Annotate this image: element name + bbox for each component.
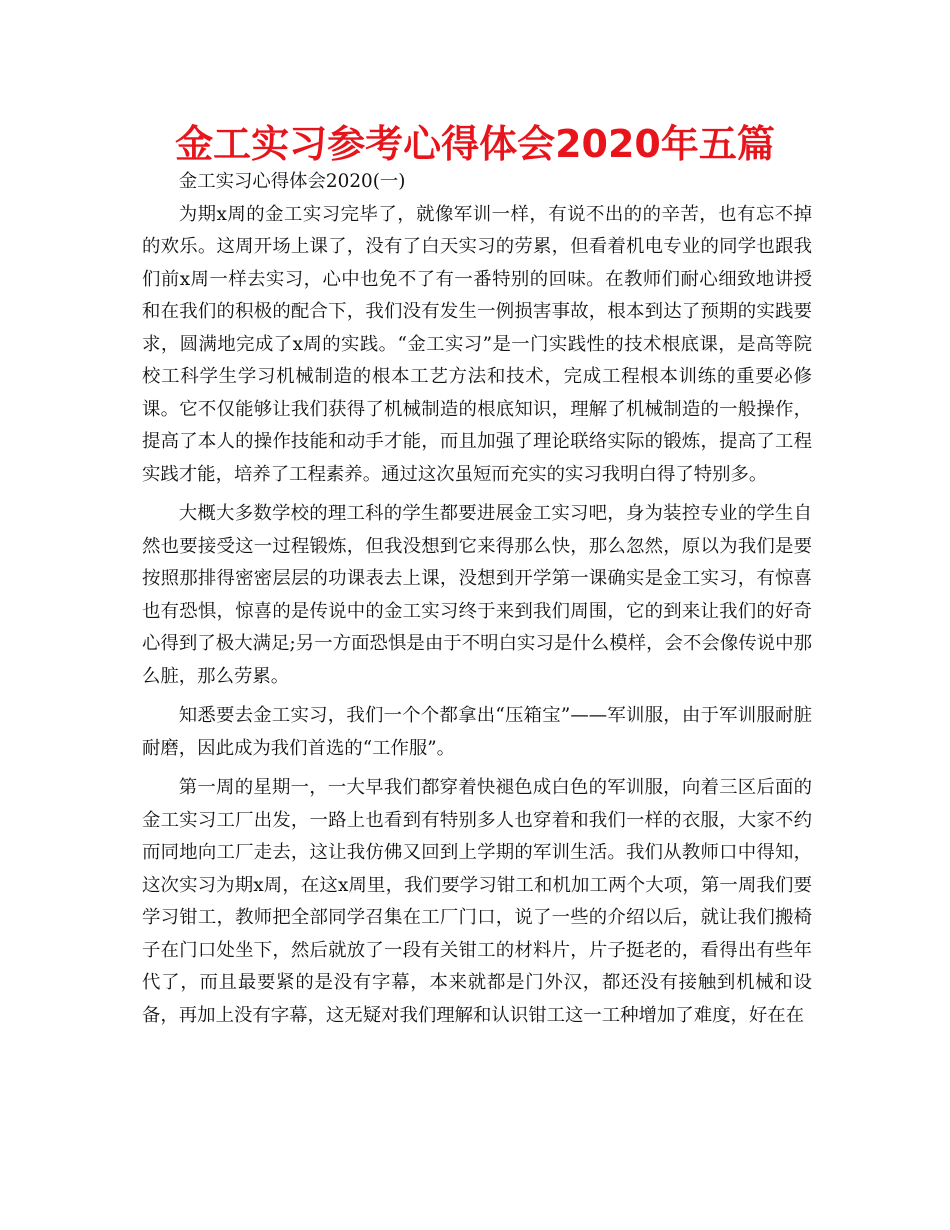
paragraph-3: 知悉要去金工实习，我们一个个都拿出“压箱宝”——军训服，由于军训服耐脏耐磨，因此成为我们首选的“工作服”。: [142, 705, 812, 759]
section-heading: 金工实习心得体会2020(一): [178, 171, 406, 192]
paragraph-2: 大概大多数学校的理工科的学生都要进展金工实习吧，身为装控专业的学生自然也要接受这一过程锻炼，但我没想到它来得那么快，那么忽然，原以为我们是要按照那排得密密层层的功课表去上课，没想到开学第一课确实是金工实习，有惊喜也有恐惧，惊喜的是传说中的金工实习终于来到我们周围，它的到来让我们的好奇心得到了极大满足;另一方面恐惧是由于不明白实习是什么模样，会不会像传说中那么脏，那么劳累。: [142, 503, 812, 687]
document-title: 金工实习参考心得体会2020年五篇: [175, 122, 775, 166]
paragraph-4: 第一周的星期一，一大早我们都穿着快褪色成白色的军训服，向着三区后面的金工实习工厂出发，一路上也看到有特别多人也穿着和我们一样的衣服，大家不约而同地向工厂走去，这让我仿佛又回到上学期的军训生活。我们从教师口中得知，这次实习为期x周，在这x周里，我们要学习钳工和机加工两个大项，第一周我们要学习钳工，教师把全部同学召集在工厂门口，说了一些的介绍以后，就让我们搬椅子在门口处坐下，然后就放了一段有关钳工的材料片，片子挺老的，看得出有些年代了，而且最要紧的是没有字幕，本来就都是门外汉，都还没有接触到机械和设备，再加上没有字幕，这无疑对我们理解和认识钳工这一工种增加了难度，好在在: [142, 777, 812, 1026]
paragraph-1: 为期x周的金工实习完毕了，就像军训一样，有说不出的的辛苦，也有忘不掉的欢乐。这周开场上课了，没有了白天实习的劳累，但看着机电专业的同学也跟我们前x周一样去实习，心中也免不了有一番特别的回味。在教师们耐心细致地讲授和在我们的积极的配合下，我们没有发生一例损害事故，根本到达了预期的实践要求，圆满地完成了x周的实践。“金工实习”是一门实践性的技术根底课，是高等院校工科学生学习机械制造的根本工艺方法和技术，完成工程根本训练的重要必修课。它不仅能够让我们获得了机械制造的根底知识，理解了机械制造的一般操作，提高了本人的操作技能和动手才能，而且加强了理论联络实际的锻炼，提高了工程实践才能，培养了工程素养。通过这次虽短而充实的实习我明白得了特别多。: [142, 203, 812, 485]
document-body: [142, 166, 812, 1032]
